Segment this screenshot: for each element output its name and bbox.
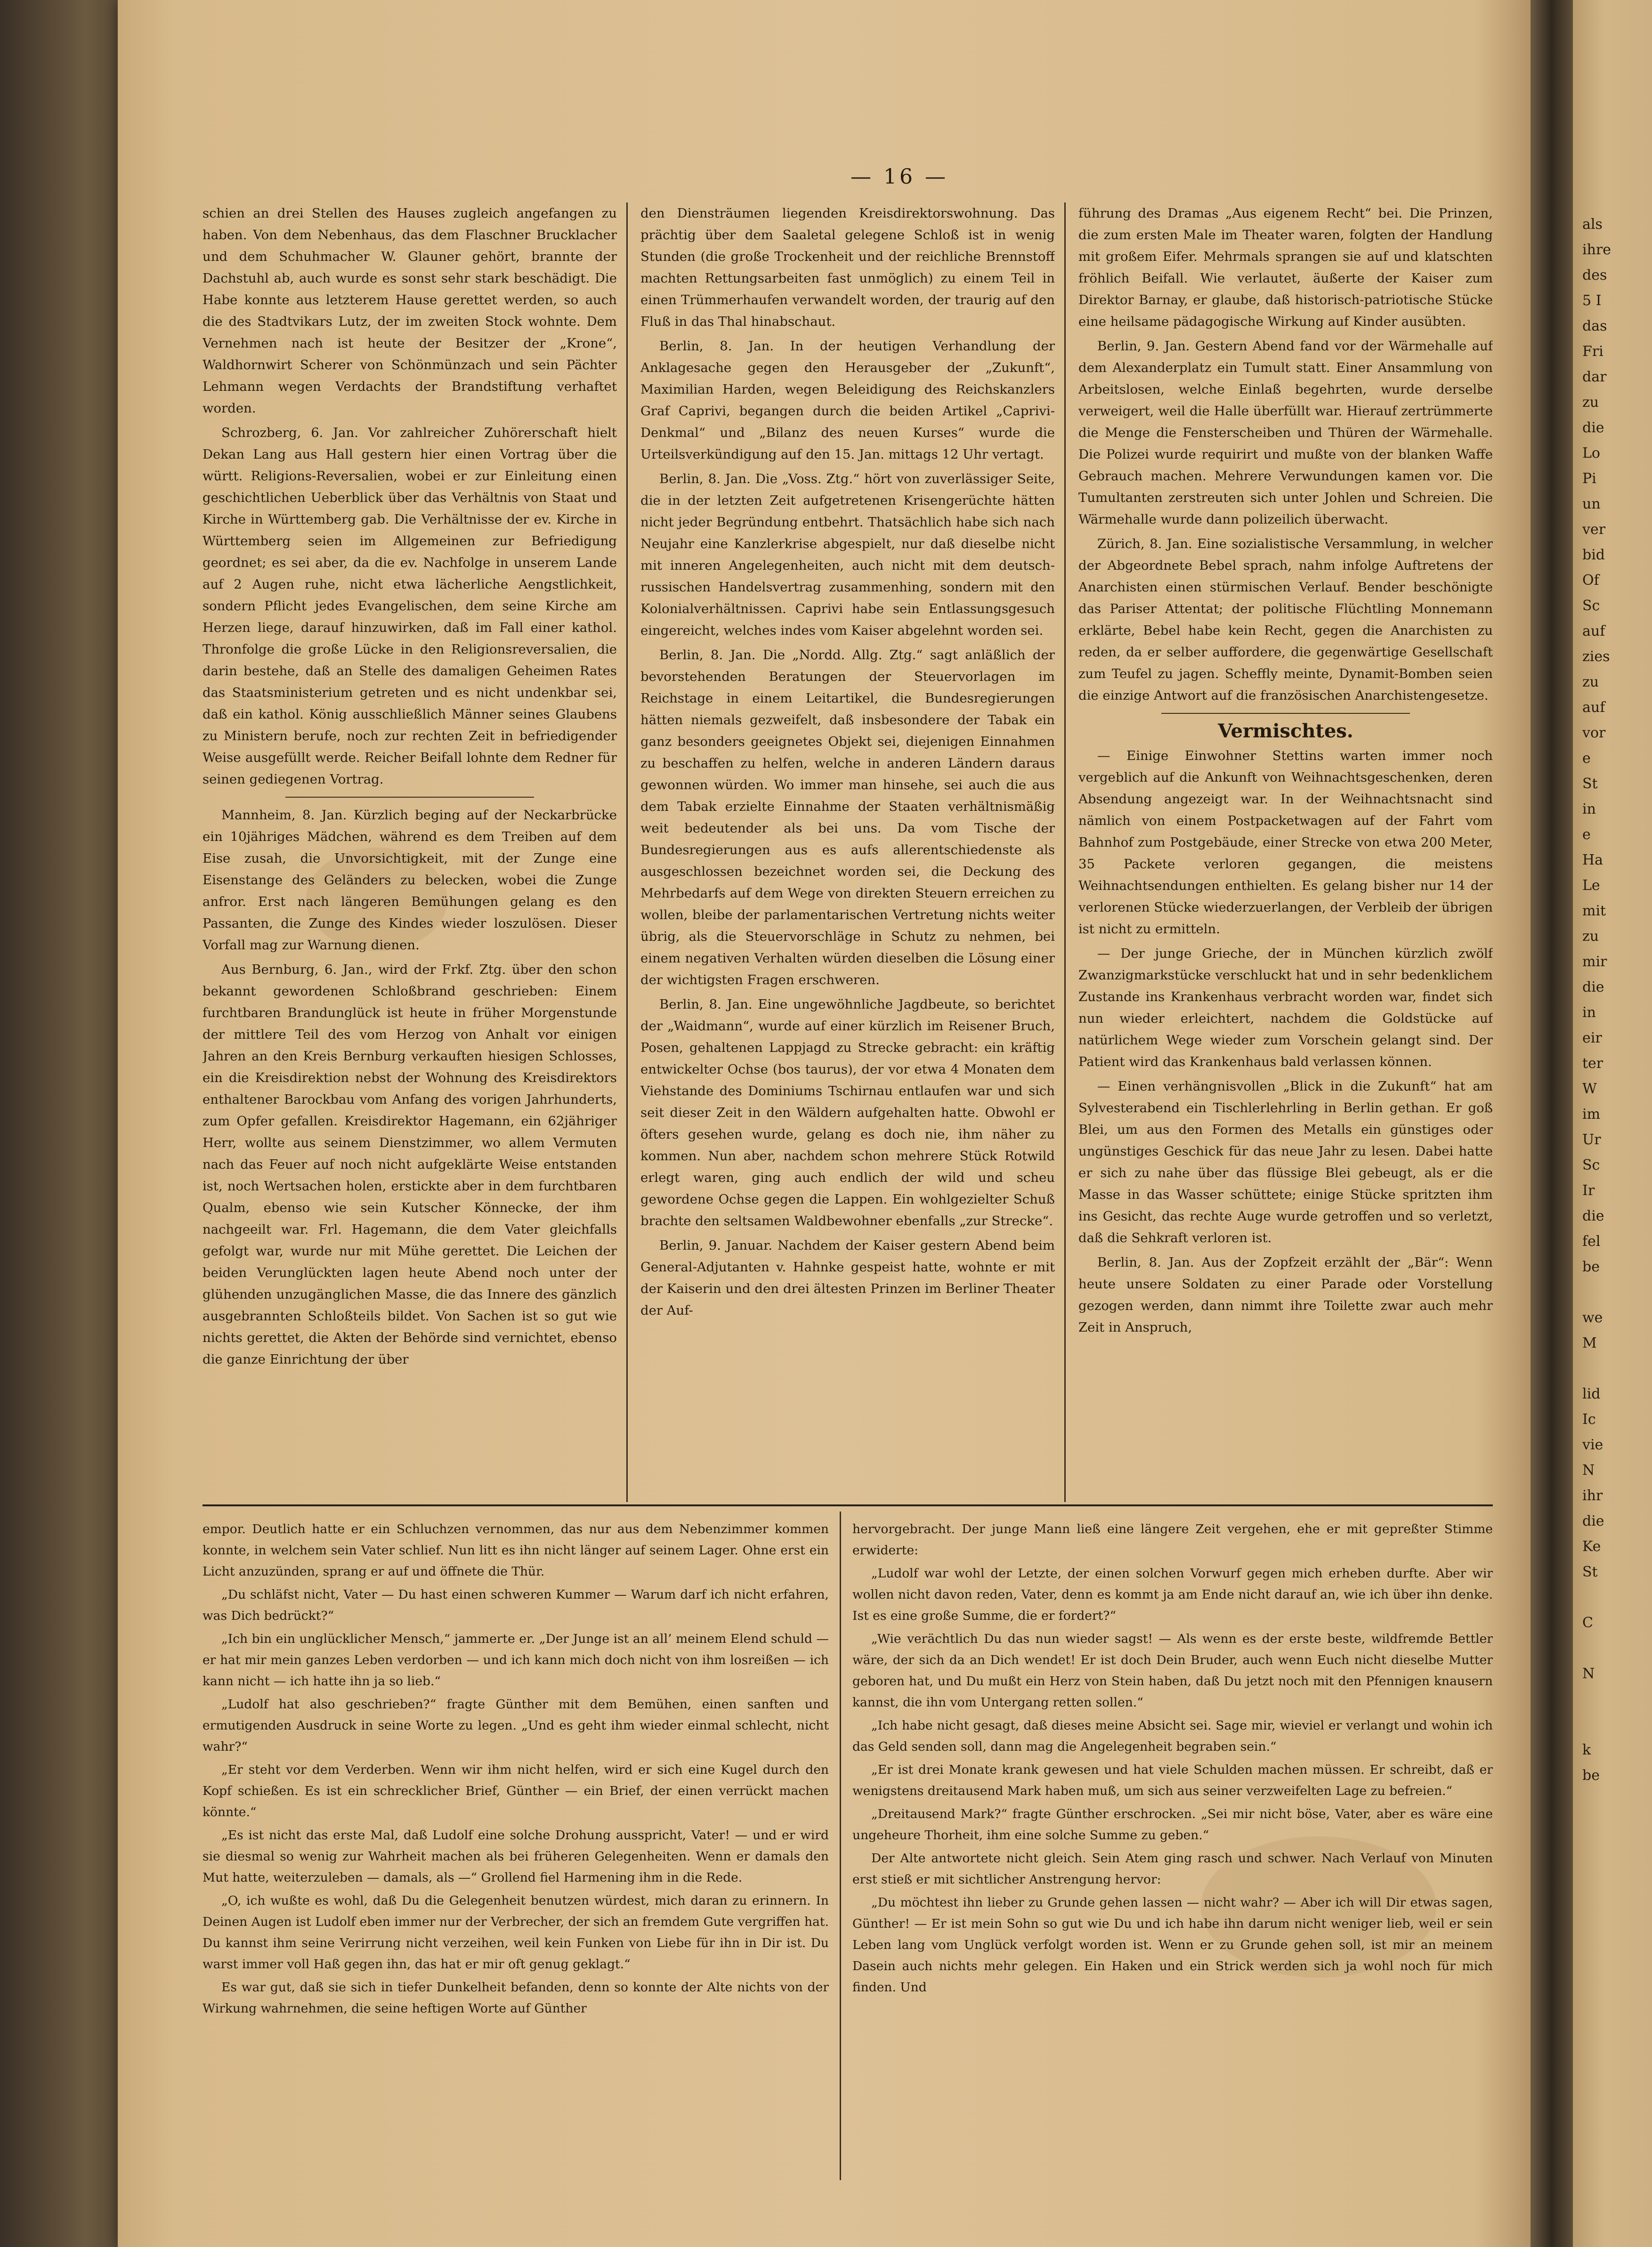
article-paragraph: Berlin, 8. Jan. Aus der Zopfzeit erzählt der „Bär“: Wenn heute unsere Soldaten zu einer Parade oder Vorstellung gezogen werden, dann nimmt ihre Toilette zwar auch mehr Zeit in Anspruch,	[1078, 1255, 1493, 1335]
facing-page-line: eir	[1582, 1030, 1602, 1046]
article-paragraph: — Der junge Grieche, der in München kürzlich zwölf Zwanzigmarkstücke verschluckt hat und in sehr bedenklichem Zustande ins Krankenhaus verbracht worden war, findet sich nun wieder erleichtert, nachdem die Goldstücke auf natürlichem Wege wieder zum Vorschein gelangt sind. Der Patient wird das Krankenhaus bald verlassen können.	[1078, 946, 1493, 1069]
article-paragraph: „Ludolf war wohl der Letzte, der einen solchen Vorwurf gegen mich erheben durfte. Aber wir wollen nicht davon reden, Vater, denn es kommt ja am Ende nicht darauf an, wie ich über ihn denke. Ist es eine große Summe, die er fordert?“	[852, 1566, 1493, 1623]
facing-page-line: in	[1582, 801, 1596, 817]
facing-page-line: lid	[1582, 1386, 1601, 1402]
article-paragraph: „Er steht vor dem Verderben. Wenn wir ihm nicht helfen, wird er sich eine Kugel durch den Kopf schießen. Es ist ein schrecklicher Brief, Günther — ein Brief, der einen verrückt machen könnte.“	[202, 1762, 829, 1819]
facing-page	[1573, 0, 1652, 2247]
facing-page-line: St	[1582, 776, 1598, 792]
article-paragraph: „Ich bin ein unglücklicher Mensch,“ jammerte er. „Der Junge ist an all’ meinem Elend schuld — er hat mir mein ganzes Leben verdorben — und ich kann mich doch nicht von ihm losreißen — ich kann nicht — ich hatte ihn ja so lieb.“	[202, 1632, 829, 1689]
article-paragraph: „Er ist drei Monate krank gewesen und hat viele Schulden machen müssen. Er schreibt, daß er wenigstens dreitausend Mark haben muß, um sich aus seiner verzweifelten Lage zu befreien.“	[852, 1762, 1493, 1798]
facing-page-line: auf	[1582, 623, 1605, 639]
facing-page-line: Of	[1582, 572, 1599, 589]
facing-page-line: Le	[1582, 877, 1600, 894]
article-paragraph: Berlin, 8. Jan. Eine ungewöhnliche Jagdbeute, so berichtet der „Waidmann“, wurde auf einer kürzlich im Reisener Bruch, Posen, gehaltenen Lappjagd zu Strecke gebracht: ein kräftig entwickelter Ochse (bos taurus), der vor etwa 4 Monaten dem Viehstande des Dominiums Tschirnau entlaufen war und sich seit dieser Zeit in den Wäldern aufgehalten hatte. Obwohl er öfters gesehen wurde, gelang es doch nie, ihm näher zu kommen. Nun aber, nachdem schon mehrere Stück Rotwild erlegt waren, ging auch endlich der wild und scheu gewordene Ochse gegen die Lappen. Ein wohlgezielter Schuß brachte den seltsamen Waldbewohner ebenfalls „zur Strecke“.	[640, 997, 1055, 1229]
facing-page-line: St	[1582, 1564, 1598, 1580]
facing-page-line: zu	[1582, 674, 1599, 690]
facing-page-line: Ic	[1582, 1411, 1596, 1428]
facing-page-line: Ir	[1582, 1182, 1595, 1199]
facing-page-line: Fri	[1582, 343, 1603, 360]
facing-page-line: N	[1582, 1462, 1595, 1479]
facing-page-line: e	[1582, 750, 1591, 767]
facing-page-line: Sc	[1582, 598, 1600, 614]
facing-page-line: ihr	[1582, 1487, 1603, 1504]
article-paragraph: „Wie verächtlich Du das nun wieder sagst! — Als wenn es der erste beste, wildfremde Bettler wäre, der sich da an Dich wendet! Er ist doch Dein Bruder, auch wenn Euch nicht dieselbe Mutter geboren hat, und Du mußt ein Herz von Stein haben, daß Du jetzt noch mit den Pfennigen knausern kannst, die ihn vom Untergang retten sollen.“	[852, 1632, 1493, 1710]
article-paragraph: Berlin, 9. Jan. Gestern Abend fand vor der Wärmehalle auf dem Alexanderplatz ein Tumult statt. Einer Ansammlung von Arbeitslosen, welche Einlaß begehrten, wurde derselbe verweigert, weil die Halle überfüllt war. Hierauf zertrümmerte die Menge die Fensterscheiben und Thüren der Wärmehalle. Die Polizei wurde requirirt und mußte von der blanken Waffe Gebrauch machen. Mehrere Verwundungen kamen vor. Die Tumultanten zerstreuten sich unter Johlen und Schreien. Die Wärmehalle wurde dann polizeilich überwacht.	[1078, 339, 1493, 527]
facing-page-line: im	[1582, 1106, 1601, 1123]
article-paragraph: „Dreitausend Mark?“ fragte Günther erschrocken. „Sei mir nicht böse, Vater, aber es wäre eine ungeheure Thorheit, ihm eine solche Summe zu geben.“	[852, 1807, 1493, 1843]
facing-page-line: Lo	[1582, 445, 1600, 461]
facing-page-text	[1582, 212, 1652, 1788]
page-number: — 16 —	[850, 165, 948, 189]
facing-page-line: ver	[1582, 521, 1606, 538]
facing-page-line	[1582, 1687, 1652, 1712]
book-gutter	[1531, 0, 1573, 2247]
facing-page-line: auf	[1582, 699, 1605, 716]
facing-page-line	[1582, 1636, 1652, 1661]
facing-page-line: vor	[1582, 725, 1606, 741]
article-paragraph: Zürich, 8. Jan. Eine sozialistische Versammlung, in welcher der Abgeordnete Bebel sprach, nahm infolge Auftretens der Anarchisten einen stürmischen Verlauf. Bender beschönigte das Pariser Attentat; der politische Flüchtling Monnemann erklärte, Bebel habe kein Recht, gegen die Anarchisten zu reden, da er selber auffordere, die gegenwärtige Gesellschaft zum Teufel zu jagen. Scheffly meinte, Dynamit-Bomben seien die einzige Antwort auf die französischen Anarchistengesetze.	[1078, 536, 1493, 703]
facing-page-line: Pi	[1582, 470, 1596, 487]
article-paragraph: „Ich habe nicht gesagt, daß dieses meine Absicht sei. Sage mir, wieviel er verlangt und wohin ich das Geld senden soll, dann mag die Angelegenheit begraben sein.“	[852, 1718, 1493, 1754]
article-paragraph: Berlin, 8. Jan. In der heutigen Verhandlung der Anklagesache gegen den Herausgeber der „Zukunft“, Maximilian Harden, wegen Beleidigung des Reichskanzlers Graf Caprivi, begangen durch die beiden Artikel „Caprivi-Denkmal“ und „Bilanz des neuen Kurses“ wurde die Urteilsverkündigung auf den 15. Jan. mittags 12 Uhr vertagt.	[640, 339, 1055, 462]
facing-page-line: die	[1582, 1513, 1604, 1529]
facing-page-line: Ha	[1582, 852, 1603, 868]
facing-page-line: W	[1582, 1081, 1597, 1097]
article-paragraph: „Du möchtest ihn lieber zu Grunde gehen lassen — nicht wahr? — Aber ich will Dir etwas sagen, Günther! — Er ist mein Sohn so gut wie Du und ich habe ihn darum nicht weniger lieb, weil er sein Leben lang vom Unglück verfolgt worden ist. Wenn er zu Grunde gehen soll, ist mir an meinem Dasein auch nichts mehr gelegen. Ein Haken und ein Strick werden sich ja wohl noch für mich finden. Und	[852, 1895, 1493, 1995]
article-paragraph: „Ludolf hat also geschrieben?“ fragte Günther mit dem Bemühen, einen sanften und ermutigenden Ausdruck in seine Worte zu legen. „Und es geht ihm wieder einmal schlecht, nicht wahr?“	[202, 1697, 829, 1754]
news-column-2	[640, 202, 1055, 1497]
facing-page-line: k	[1582, 1742, 1591, 1758]
facing-page-line: als	[1582, 216, 1603, 233]
facing-page-line: N	[1582, 1665, 1595, 1682]
facing-page-line: M	[1582, 1335, 1597, 1351]
news-column-3	[1078, 202, 1493, 1497]
article-paragraph: empor. Deutlich hatte er ein Schluchzen vernommen, das nur aus dem Nebenzimmer kommen konnte, in welchem sein Vater schlief. Nun litt es ihn nicht länger auf seinem Lager. Ohne erst ein Licht anzuzünden, sprang er auf und öffnete die Thür.	[202, 1522, 829, 1579]
article-paragraph: Berlin, 8. Jan. Die „Voss. Ztg.“ hört von zuverlässiger Seite, die in der letzten Zeit aufgetretenen Krisengerüchte hätten nicht jeder Begründung entbehrt. Thatsächlich habe sich nach Neujahr eine Kanzlerkrise abgespielt, nur daß dieselbe nicht mit inneren Angelegenheiten, auch nicht mit dem deutsch-russischen Handelsvertrag zusammenhing, sondern mit den Kolonialverhältnissen. Caprivi habe sein Entlassungsgesuch eingereicht, welches indes vom Kaiser abgelehnt worden sei.	[640, 471, 1055, 638]
feuilleton-column-2	[852, 1519, 1493, 2178]
article-paragraph: führung des Dramas „Aus eigenem Recht“ bei. Die Prinzen, die zum ersten Male im Theater waren, folgten der Handlung mit großem Eifer. Mehrmals sprangen sie auf und klatschten fröhlich Beifall. Wie verlautet, äußerte der Kaiser zum Direktor Barnay, er glaube, daß historisch-patriotische Stücke eine heilsame pädagogische Wirkung auf Kinder ausübten.	[1078, 206, 1493, 329]
facing-page-line: C	[1582, 1615, 1593, 1631]
article-paragraph: — Einige Einwohner Stettins warten immer noch vergeblich auf die Ankunft von Weihnachtsgeschenken, deren Absendung angezeigt war. In der Weihnachtsnacht sind nämlich von einem Postpacketwagen auf der Fahrt vom Bahnhof zum Postgebäude, einer Strecke von etwa 200 Meter, 35 Packete verloren gegangen, die meistens Weihnachtsendungen enthielten. Es gelang bisher nur 14 der verlorenen Stücke wiederzuerlangen, der Verbleib der übrigen ist nicht zu ermitteln.	[1078, 748, 1493, 937]
facing-page-line: zu	[1582, 394, 1599, 411]
facing-page-line: die	[1582, 420, 1604, 436]
column-divider	[626, 202, 628, 1502]
article-paragraph: hervorgebracht. Der junge Mann ließ eine längere Zeit vergehen, ehe er mit gepreßter Stimme erwiderte:	[852, 1522, 1493, 1558]
facing-page-line	[1582, 1585, 1652, 1610]
facing-page-line: die	[1582, 979, 1604, 995]
facing-page-line: dar	[1582, 369, 1607, 385]
facing-page-line: Ke	[1582, 1538, 1601, 1555]
facing-page-line: be	[1582, 1767, 1600, 1784]
feuilleton-column-1	[202, 1519, 829, 2178]
facing-page-line: vie	[1582, 1437, 1603, 1453]
facing-page-line: we	[1582, 1309, 1603, 1326]
facing-page-line: in	[1582, 1004, 1596, 1021]
newspaper-page	[118, 0, 1531, 2247]
facing-page-line: zu	[1582, 928, 1599, 945]
facing-page-line: Sc	[1582, 1157, 1600, 1173]
facing-page-line	[1582, 1356, 1652, 1382]
article-paragraph: den Diensträumen liegenden Kreisdirektorswohnung. Das prächtig über dem Saaletal gelegene Schloß ist in wenig Stunden (die große Trockenheit und der reichliche Brennstoff machten Rettungsarbeiten fast unmöglich) zu einem Teil in einen Trümmerhaufen verwandelt worden, der traurig auf den Fluß in das Thal hinabschaut.	[640, 206, 1055, 329]
article-paragraph: Der Alte antwortete nicht gleich. Sein Atem ging rasch und schwer. Nach Verlauf von Minuten erst stieß er mit sichtlicher Anstrengung hervor:	[852, 1851, 1493, 1887]
facing-page-line: e	[1582, 826, 1591, 843]
facing-page-line: ihre	[1582, 242, 1612, 258]
facing-page-line: fel	[1582, 1233, 1601, 1250]
article-paragraph: Aus Bernburg, 6. Jan., wird der Frkf. Ztg. über den schon bekannt gewordenen Schloßbrand geschrieben: Einem furchtbaren Brandunglück ist heute in früher Morgenstunde der mittlere Teil des vom Herzog von Anhalt vor einigen Jahren an den Kreis Bernburg verkauften hiesigen Schlosses, ein die Kreisdirektion nebst der Wohnung des Kreisdirektors enthaltener Barockbau vom Anfang des vorigen Jahrhunderts, zum Opfer gefallen. Kreisdirektor Hagemann, ein 62jähriger Herr, wollte aus seinem Dienstzimmer, wo allem Vermuten nach das Feuer auf noch nicht aufgeklärte Weise entstanden ist, noch Wertsachen holen, erstickte aber in dem furchtbaren Qualm, ebenso wie sein Kutscher Könnecke, der ihm nachgeeilt war. Frl. Hagemann, die dem Vater gleichfalls gefolgt war, wurde nur mit Mühe gerettet. Die Leichen der beiden Verunglückten lagen heute Abend noch unter der glühenden unzugänglichen Masse, die das Innere des gänzlich ausgebrannten Schloßteils bildet. Von Sachen ist so gut wie nichts gerettet, die Akten der Behörde sind vernichtet, ebenso die ganze Einrichtung der über	[202, 962, 617, 1367]
article-paragraph: Mannheim, 8. Jan. Kürzlich beging auf der Neckarbrücke ein 10jähriges Mädchen, während es dem Treiben auf dem Eise zusah, die Unvorsichtigkeit, mit der Zunge eine Eisenstange des Geländers zu belecken, wobei die Zunge anfror. Erst nach längeren Bemühungen gelang es den Passanten, die Zunge des Kindes wieder loszulösen. Dieser Vorfall mag zur Warnung dienen.	[202, 808, 617, 953]
facing-page-line: das	[1582, 318, 1607, 334]
facing-page-line: die	[1582, 1208, 1604, 1224]
section-heading: Vermischtes.	[1218, 720, 1353, 742]
facing-page-line: 5 I	[1582, 292, 1602, 309]
facing-page-line: ter	[1582, 1055, 1603, 1072]
facing-page-line: be	[1582, 1259, 1600, 1275]
article-divider	[285, 797, 534, 798]
article-paragraph: Schrozberg, 6. Jan. Vor zahlreicher Zuhörerschaft hielt Dekan Lang aus Hall gestern hier einen Vortrag über die württ. Religions-Reversalien, wobei er zur Einleitung einen geschichtlichen Ueberblick über das Verhältnis von Staat und Kirche in Württemberg gab. Die Verhältnisse der ev. Kirche in Württemberg seien im Allgemeinen zur Befriedigung geordnet; es sei aber, da die ev. Nachfolge in unserem Lande auf 2 Augen ruhe, nicht etwa lächerliche Aengstlichkeit, sondern Pflicht jedes Evangelischen, dem seine Kirche am Herzen liege, darauf hinzuwirken, daß im Fall einer kathol. Thronfolge die große Lücke in den Religionsreversalien, die darin bestehe, daß an Stelle des damaligen Geheimen Rates das Staatsministerium getreten und es nicht undenkbar sei, daß ein kathol. König ausschließlich Männer seines Glaubens zu Ministern berufe, noch zur rechten Zeit in befriedigender Weise ausgefüllt werde. Reicher Beifall lohnte dem Redner für seinen gediegenen Vortrag.	[202, 425, 617, 787]
news-column-1	[202, 202, 617, 1497]
article-paragraph: „Du schläfst nicht, Vater — Du hast einen schweren Kummer — Warum darf ich nicht erfahren, was Dich bedrückt?“	[202, 1587, 829, 1623]
article-paragraph: „O, ich wußte es wohl, daß Du die Gelegenheit benutzen würdest, mich daran zu erinnern. In Deinen Augen ist Ludolf eben immer nur der Verbrecher, der sich an fremdem Gute vergriffen hat. Du kannst ihm seine Verirrung nicht verzeihen, weil kein Funken von Liebe für ihn in Dir ist. Du warst immer voll Haß gegen ihn, das hat er mir oft genug geklagt.“	[202, 1893, 829, 1972]
facing-page-line: Ur	[1582, 1132, 1601, 1148]
feuilleton-divider	[202, 1504, 1493, 1506]
facing-page-line: zies	[1582, 648, 1610, 665]
column-divider	[1064, 202, 1066, 1502]
article-paragraph: schien an drei Stellen des Hauses zugleich angefangen zu haben. Von dem Nebenhaus, das dem Flaschner Brucklacher und dem Schuhmacher W. Glauner gehört, brannte der Dachstuhl ab, auch wurde es sonst sehr stark beschädigt. Die Habe konnte aus letzterem Hause gerettet werden, so auch die des Stadtvikars Lutz, der im zweiten Stock wohnte. Dem Vernehmen nach ist heute der Besitzer der „Krone“, Waldhornwirt Scherer von Schönmünzach und sein Pächter Lehmann wegen Verdachts der Brandstiftung verhaftet worden.	[202, 206, 617, 416]
facing-page-line: mir	[1582, 954, 1607, 970]
article-paragraph: — Einen verhängnisvollen „Blick in die Zukunft“ hat am Sylvesterabend ein Tischlerlehrling in Berlin gethan. Er goß Blei, um aus den Formen des Metalls ein günstiges oder ungünstiges Geschick für das neue Jahr zu lesen. Dabei hatte er sich zu nahe über das flüssige Blei gebeugt, als er die Masse in das Wasser schüttete; einige Stücke spritzten ihm ins Gesicht, das rechte Auge wurde getroffen und so verletzt, daß die Sehkraft verloren ist.	[1078, 1079, 1493, 1245]
facing-page-line: bid	[1582, 547, 1605, 563]
facing-page-line: un	[1582, 496, 1601, 512]
article-paragraph: „Es ist nicht das erste Mal, daß Ludolf eine solche Drohung ausspricht, Vater! — und er wird sie diesmal so wenig zur Wahrheit machen als bei früheren Gelegenheiten. Wenn er damals den Mut hatte, weiterzuleben — damals, als —“ Grollend fiel Harmening ihm in die Rede.	[202, 1828, 829, 1885]
article-paragraph: Es war gut, daß sie sich in tiefer Dunkelheit befanden, denn so konnte der Alte nichts von der Wirkung wahrnehmen, die seine heftigen Worte auf Günther	[202, 1980, 829, 2016]
facing-page-line: des	[1582, 267, 1607, 283]
column-divider	[840, 1511, 841, 2180]
facing-page-line	[1582, 1280, 1652, 1305]
heading-rule	[1161, 713, 1410, 714]
article-paragraph: Berlin, 8. Jan. Die „Nordd. Allg. Ztg.“ sagt anläßlich der bevorstehenden Beratungen der Steuervorlagen im Reichstage in einem Leitartikel, die Bundesregierungen hätten niemals gezweifelt, daß insbesondere der Tabak ein ganz besonders geeignetes Objekt sei, diejenigen Einnahmen zu beschaffen zu helfen, welche in anderen Ländern daraus gewonnen würden. Wo immer man hinsehe, sei auch die aus dem Tabak erzielte Einnahme der Staaten verhältnismäßig weit bedeutender als bei uns. Da vom Tische der Bundesregierungen aus es aufs allerentschiedenste als ausgeschlossen bezeichnet worden sei, die Deckung des Mehrbedarfs auf dem Wege von direkten Steuern erreichen zu wollen, bleibe der parlamentarischen Vertretung nichts weiter übrig, als die Steuervorschläge in Schutz zu nehmen, bei einem negativen Verhalten würden dieselben die Lösung einer der wichtigsten Fragen erschweren.	[640, 647, 1055, 987]
facing-page-line	[1582, 1712, 1652, 1738]
article-paragraph: Berlin, 9. Januar. Nachdem der Kaiser gestern Abend beim General-Adjutanten v. Hahnke gespeist hatte, wohnte er mit der Kaiserin und den drei ältesten Prinzen im Berliner Theater der Auf-	[640, 1238, 1055, 1318]
facing-page-line: mit	[1582, 903, 1606, 919]
